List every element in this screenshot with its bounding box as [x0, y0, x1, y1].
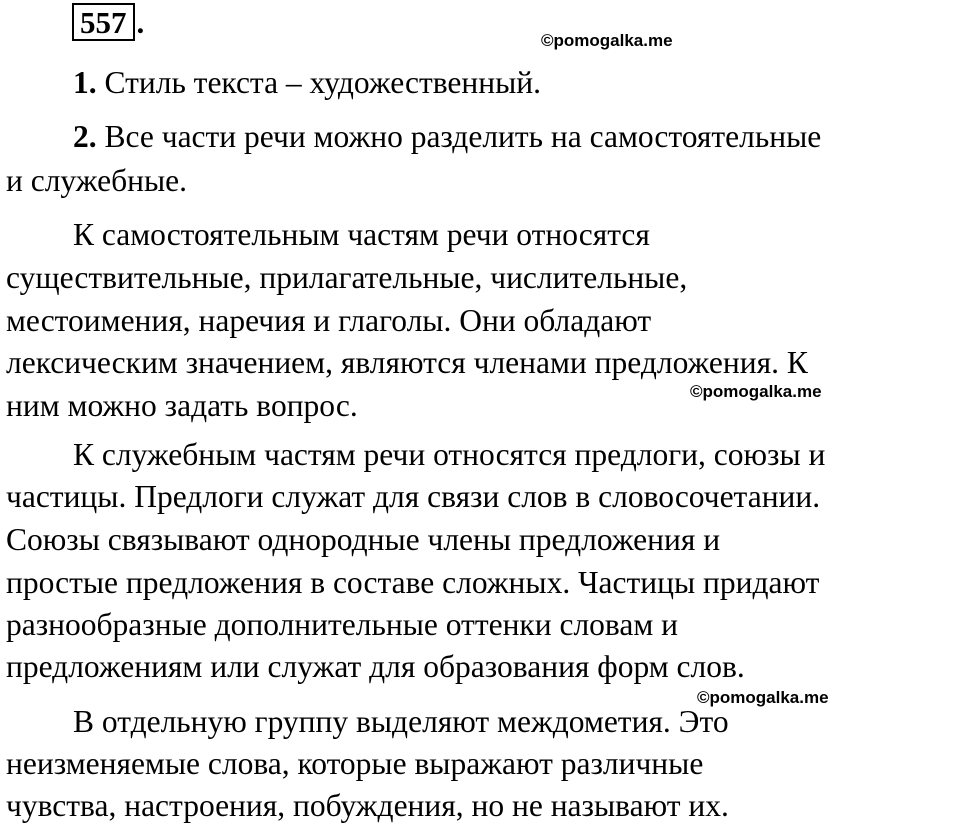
answer-number: 1. — [73, 65, 97, 100]
answer-number: 2. — [73, 119, 97, 154]
text-line: ним можно задать вопрос. — [6, 388, 358, 423]
text-line: лексическим значением, являются членами предложения. К — [6, 345, 808, 380]
text-line: В отдельную группу выделяют междометия. Это — [73, 704, 729, 739]
task-number-box: 557 — [72, 3, 135, 41]
answer-text: Все части речи можно разделить на самостоятельные — [96, 119, 822, 154]
task-number-dot: . — [136, 4, 145, 40]
text-line: частицы. Предлоги служат для связи слов в словосочетании. — [6, 479, 821, 514]
text-line: простые предложения в составе сложных. Частицы придают — [6, 565, 820, 600]
watermark: ©pomogalka.me — [690, 382, 822, 401]
answer-1-line — [73, 67, 541, 99]
text-line: К служебным частям речи относятся предлоги, союзы и — [73, 437, 826, 472]
text-line: предложениям или служат для образования форм слов. — [6, 649, 745, 684]
text-line: существительные, прилагательные, числительные, — [6, 260, 688, 295]
text-line: разнообразные дополнительные оттенки словам и — [6, 607, 679, 642]
answer-text: Стиль текста – художественный. — [96, 65, 542, 100]
answer-2-line — [73, 121, 821, 153]
text-line: местоимения, наречия и глаголы. Они обладают — [6, 303, 652, 338]
text-line: чувства, настроения, побуждения, но не называют их. — [6, 788, 729, 823]
watermark: ©pomogalka.me — [541, 31, 673, 50]
text-line: К самостоятельным частям речи относятся — [73, 217, 650, 252]
task-number — [72, 4, 144, 40]
watermark: ©pomogalka.me — [697, 688, 829, 707]
text-line: Союзы связывают однородные члены предложения и — [6, 522, 721, 557]
text-line: и служебные. — [6, 163, 188, 198]
text-line: неизменяемые слова, которые выражают различные — [6, 746, 704, 781]
